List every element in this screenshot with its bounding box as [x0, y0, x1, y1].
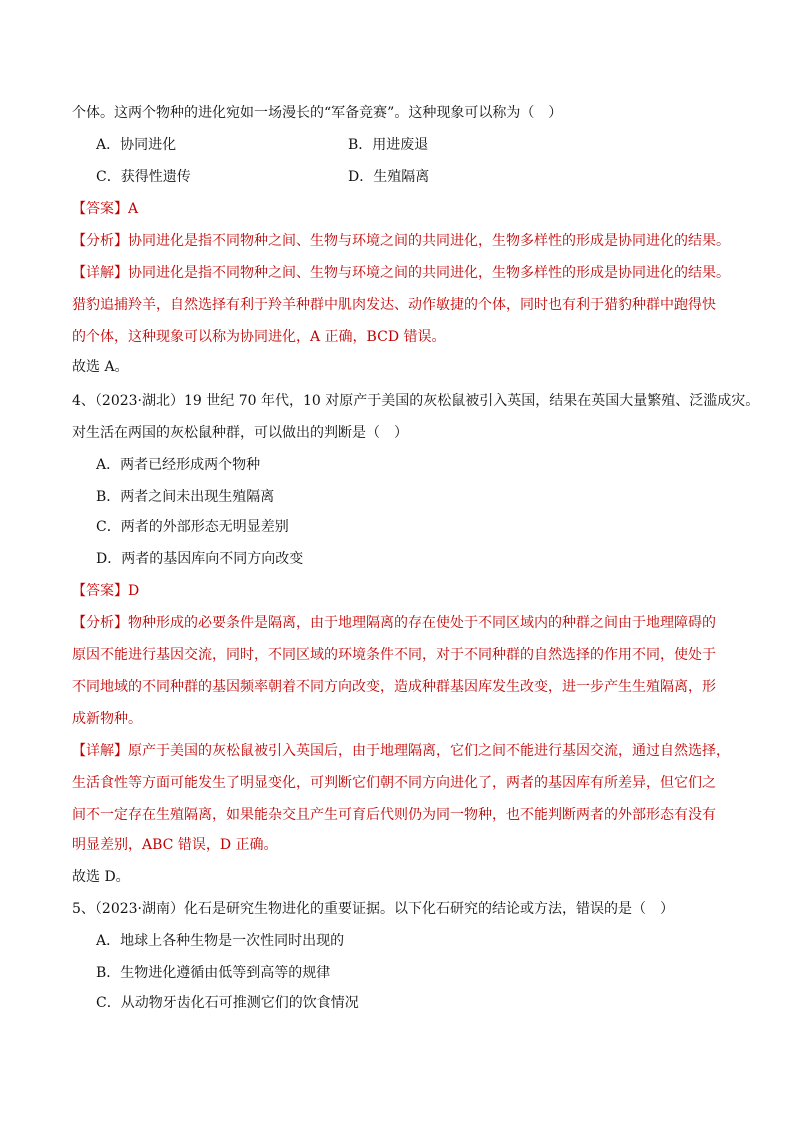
q4-detail-line-3: 间不一定存在生殖隔离，如果能杂交且产生可育后代则仍为同一物种，也不能判断两者的外部形态有没有: [72, 807, 716, 823]
q3-detail-line-3: 的个体，这种现象可以称为协同进化，A 正确，BCD 错误。: [72, 329, 446, 345]
q4-detail-line-1: 【详解】原产于美国的灰松鼠被引入英国后，由于地理隔离，它们之间不能进行基因交流，通过自然选择，: [72, 743, 730, 759]
q4-analysis-line-4: 成新物种。: [72, 711, 142, 727]
analysis-tag: 【分析】: [72, 615, 128, 631]
q4-detail-line-4: 明显差别，ABC 错误，D 正确。: [72, 837, 278, 853]
q4-stem-line-2: 对生活在两国的灰松鼠种群，可以做出的判断是（ ）: [72, 425, 408, 441]
q4-option-a: A．两者已经形成两个物种: [96, 457, 261, 473]
q3-option-row-1: [96, 136, 429, 154]
q3-option-c: C．获得性遗传: [96, 169, 191, 185]
q4-answer: [72, 582, 139, 600]
q5-stem: 5、（2023·湖南）化石是研究生物进化的重要证据。以下化石研究的结论或方法，错误的是（ ）: [72, 901, 674, 917]
q3-conclusion: 故选 A。: [72, 359, 129, 375]
q3-analysis: [72, 232, 730, 250]
analysis-text: 协同进化是指不同物种之间、生物与环境之间的共同进化，生物多样性的形成是协同进化的结果。: [128, 233, 730, 249]
answer-tag: 【答案】: [72, 583, 128, 599]
q5-option-c: C．从动物牙齿化石可推测它们的饮食情况: [96, 995, 359, 1011]
q4-conclusion: 故选 D。: [72, 869, 130, 885]
q4-option-c: C．两者的外部形态无明显差别: [96, 519, 289, 535]
detail-tag: 【详解】: [72, 265, 128, 281]
detail-tag: 【详解】: [72, 743, 128, 759]
q3-answer: [72, 200, 138, 218]
q3-detail-line-2: 猎豹追捕羚羊，自然选择有利于羚羊种群中肌肉发达、动作敏捷的个体，同时也有利于猎豹种群中跑得快: [72, 297, 716, 313]
answer-value: A: [128, 201, 139, 217]
q3-option-d: D．生殖隔离: [348, 169, 430, 185]
q4-option-b: B．两者之间未出现生殖隔离: [96, 489, 275, 505]
q5-option-a: A．地球上各种生物是一次性同时出现的: [96, 933, 345, 949]
q4-stem-line-1: 4、（2023·湖北）19 世纪 70 年代，10 对原产于美国的灰松鼠被引入英国，结果在英国大量繁殖、泛滥成灾。: [72, 393, 760, 409]
q3-option-a: A．协同进化: [96, 137, 177, 153]
q5-option-b: B．生物进化遵循由低等到高等的规律: [96, 965, 331, 981]
q3-option-b: B．用进废退: [348, 137, 429, 153]
q4-analysis-line-1: 【分析】物种形成的必要条件是隔离，由于地理隔离的存在使处于不同区域内的种群之间由于地理障碍的: [72, 615, 716, 631]
q4-option-d: D．两者的基因库向不同方向改变: [96, 551, 304, 567]
answer-value: D: [128, 583, 140, 599]
q4-analysis-line-3: 不同地域的不同种群的基因频率朝着不同方向改变，造成种群基因库发生改变，进一步产生生殖隔离，形: [72, 679, 716, 695]
q3-detail-line-1: 【详解】协同进化是指不同物种之间、生物与环境之间的共同进化，生物多样性的形成是协同进化的结果。: [72, 265, 730, 281]
answer-tag: 【答案】: [72, 201, 128, 217]
q4-detail-line-2: 生活食性等方面可能发生了明显变化，可判断它们朝不同方向进化了，两者的基因库有所差异，但它们之: [72, 775, 716, 791]
q4-analysis-line-2: 原因不能进行基因交流，同时，不同区域的环境条件不同，对于不同种群的自然选择的作用不同，使处于: [72, 647, 716, 663]
q3-option-row-2: [96, 168, 430, 186]
q3-stem-tail: 个体。这两个物种的进化宛如一场漫长的“军备竞赛”。这种现象可以称为（ ）: [72, 105, 563, 121]
analysis-tag: 【分析】: [72, 233, 128, 249]
